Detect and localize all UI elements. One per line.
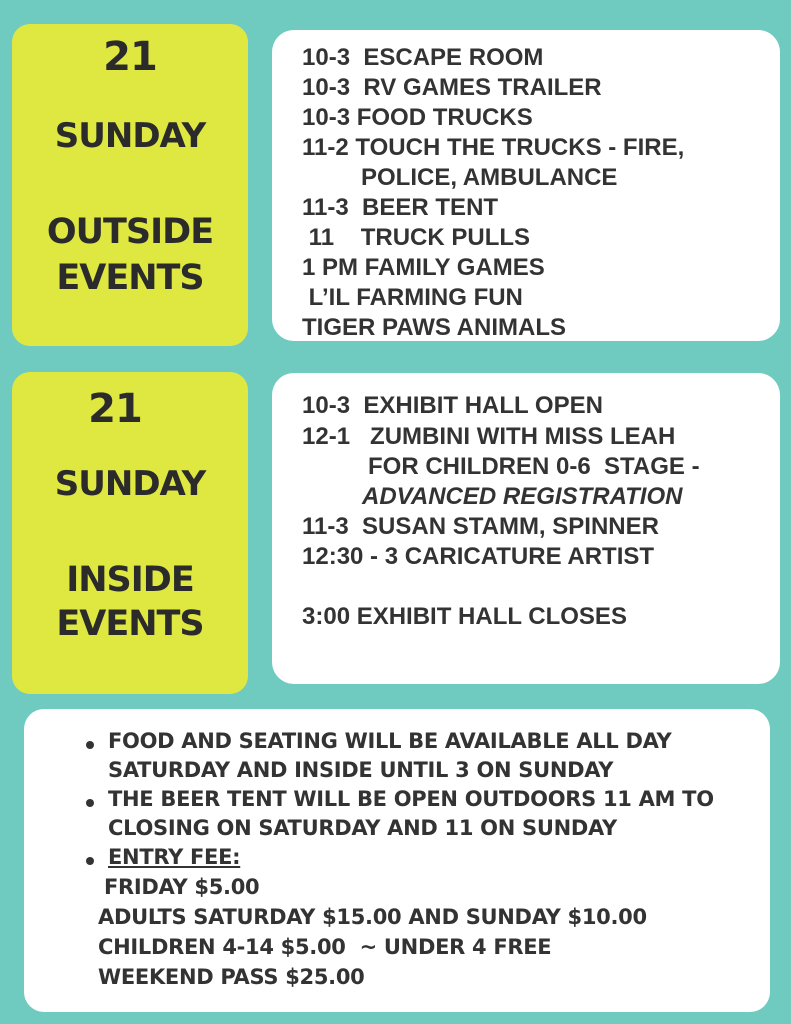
inside-line-2: 12-1 ZUMBINI WITH MISS LEAH bbox=[302, 423, 676, 450]
inside-date: 21 bbox=[88, 386, 142, 432]
outside-line-8: 1 PM FAMILY GAMES bbox=[302, 254, 545, 281]
outside-line-9: L’IL FARMING FUN bbox=[302, 284, 523, 311]
outside-events-panel bbox=[272, 30, 780, 341]
bullet-icon bbox=[86, 741, 94, 749]
fee-line-adults: ADULTS SATURDAY $15.00 AND SUNDAY $10.00 bbox=[98, 905, 647, 929]
outside-line-1: 10-3 ESCAPE ROOM bbox=[302, 44, 544, 71]
info-bullet1-line1: FOOD AND SEATING WILL BE AVAILABLE ALL DAY bbox=[108, 729, 672, 753]
outside-line-2: 10-3 RV GAMES TRAILER bbox=[302, 74, 602, 101]
fee-line-weekend: WEEKEND PASS $25.00 bbox=[98, 965, 365, 989]
outside-day: SUNDAY bbox=[54, 116, 206, 156]
inside-line-5: 11-3 SUSAN STAMM, SPINNER bbox=[302, 513, 659, 540]
outside-line-7: 11 TRUCK PULLS bbox=[302, 224, 531, 251]
outside-kind-line1: OUTSIDE bbox=[46, 212, 214, 252]
outside-line-3: 10-3 FOOD TRUCKS bbox=[302, 104, 533, 131]
outside-line-4: 11-2 TOUCH THE TRUCKS - FIRE, bbox=[302, 134, 685, 161]
outside-date: 21 bbox=[103, 34, 157, 80]
inside-line-6: 12:30 - 3 CARICATURE ARTIST bbox=[302, 543, 655, 570]
outside-line-6: 11-3 BEER TENT bbox=[302, 194, 499, 221]
inside-day: SUNDAY bbox=[54, 464, 206, 504]
fee-line-children: CHILDREN 4-14 $5.00 ~ UNDER 4 FREE bbox=[98, 935, 552, 959]
bullet-icon bbox=[86, 799, 94, 807]
info-panel bbox=[24, 709, 770, 1012]
fee-line-friday: FRIDAY $5.00 bbox=[104, 875, 260, 899]
inside-line-7: 3:00 EXHIBIT HALL CLOSES bbox=[302, 603, 627, 630]
bullet-icon bbox=[86, 857, 94, 865]
inside-events-panel bbox=[272, 373, 780, 684]
outside-kind-line2: EVENTS bbox=[56, 258, 204, 298]
inside-line-3: FOR CHILDREN 0-6 STAGE - bbox=[368, 453, 700, 480]
info-bullet2-line2: CLOSING ON SATURDAY AND 11 ON SUNDAY bbox=[108, 816, 617, 840]
outside-events-tag bbox=[12, 24, 248, 346]
info-bullet2-line1: THE BEER TENT WILL BE OPEN OUTDOORS 11 AM TO bbox=[108, 787, 714, 811]
entry-fee-heading: ENTRY FEE: bbox=[108, 845, 241, 869]
outside-line-10: TIGER PAWS ANIMALS bbox=[302, 314, 566, 341]
inside-kind-line2: EVENTS bbox=[56, 604, 204, 644]
outside-line-5: POLICE, AMBULANCE bbox=[361, 164, 618, 191]
info-bullet1-line2: SATURDAY AND INSIDE UNTIL 3 ON SUNDAY bbox=[108, 758, 614, 782]
inside-events-tag bbox=[12, 372, 248, 694]
inside-line-4: ADVANCED REGISTRATION bbox=[362, 483, 683, 510]
inside-kind-line1: INSIDE bbox=[66, 560, 194, 600]
inside-line-1: 10-3 EXHIBIT HALL OPEN bbox=[302, 392, 603, 419]
